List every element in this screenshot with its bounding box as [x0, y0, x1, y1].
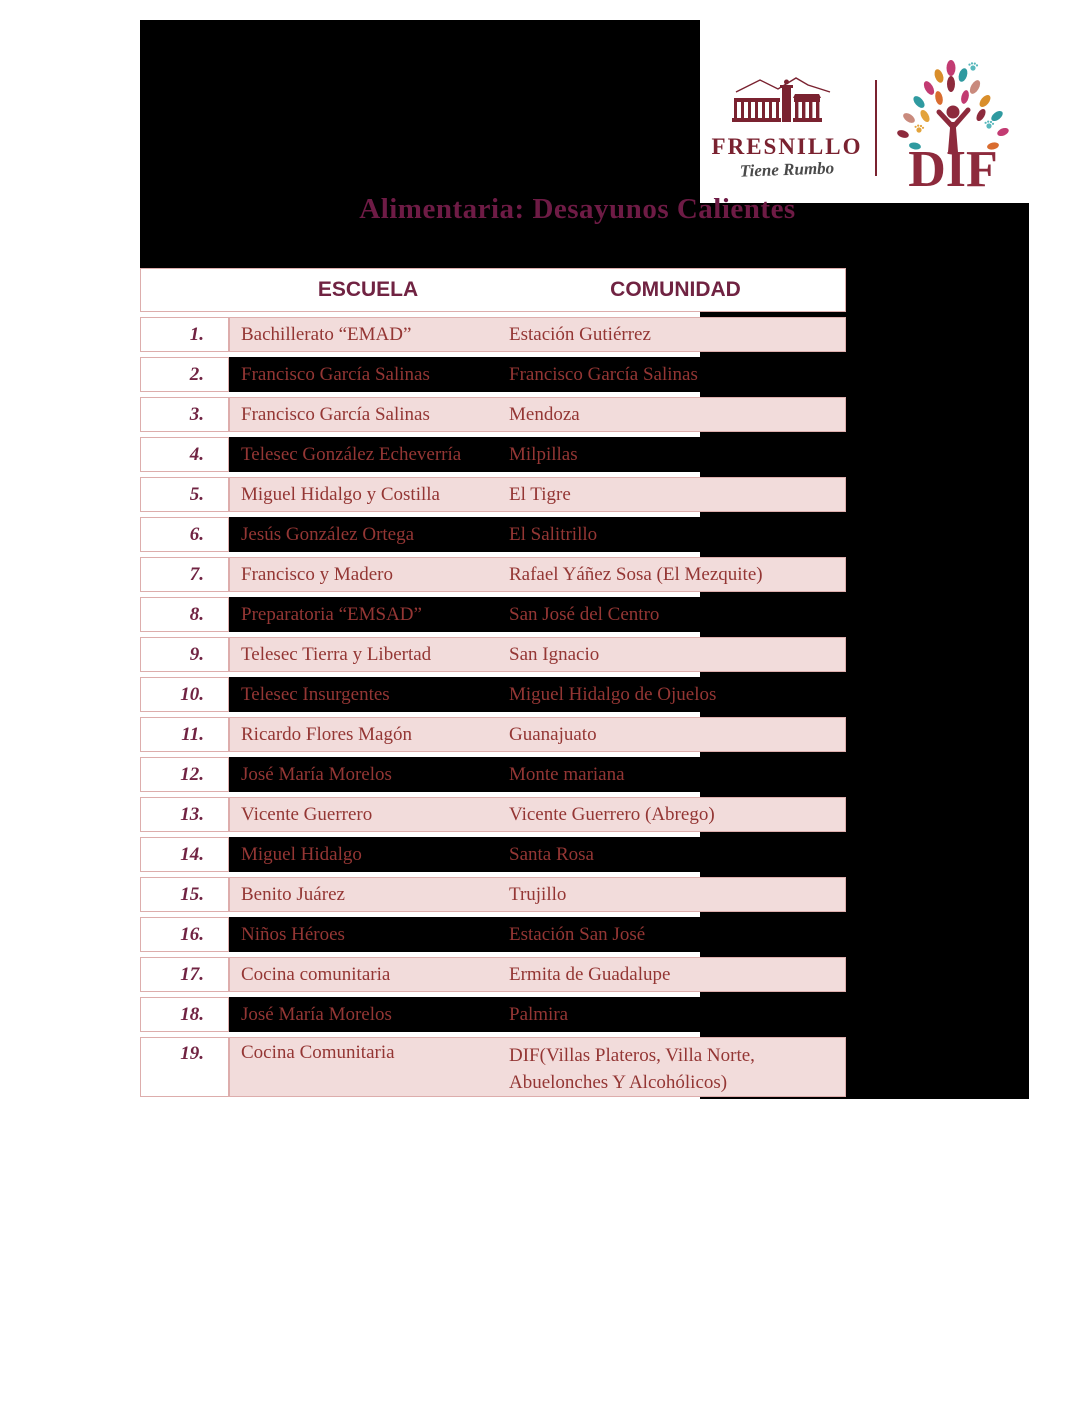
escuela-cell: Cocina Comunitaria — [241, 1042, 395, 1063]
row-content — [229, 1037, 846, 1097]
fresnillo-logo-name: FRESNILLO — [711, 134, 863, 159]
escuela-cell: Telesec Insurgentes — [241, 683, 390, 705]
comunidad-cell: San José del Centro — [509, 603, 660, 625]
escuela-cell: Vicente Guerrero — [241, 803, 373, 825]
page-title: Alimentaria: Desayunos Calientes — [359, 193, 796, 225]
table-row — [140, 877, 846, 912]
row-content — [229, 797, 846, 832]
table-row — [140, 677, 846, 712]
row-content — [229, 917, 846, 952]
table-row — [140, 957, 846, 992]
schools-table — [140, 268, 846, 1102]
fresnillo-building-icon — [722, 76, 852, 128]
dif-logo — [889, 60, 1017, 196]
row-content — [229, 997, 846, 1032]
table-body — [140, 317, 846, 1097]
row-content — [229, 837, 846, 872]
comunidad-cell: Guanajuato — [509, 723, 597, 745]
comunidad-cell: Francisco García Salinas — [509, 363, 698, 385]
table-row — [140, 637, 846, 672]
row-number: 11. — [140, 717, 229, 752]
comunidad-cell: El Salitrillo — [509, 523, 598, 545]
row-content — [229, 557, 846, 592]
table-row — [140, 397, 846, 432]
comunidad-cell: Vicente Guerrero (Abrego) — [509, 803, 715, 825]
escuela-cell: Miguel Hidalgo y Costilla — [241, 483, 440, 505]
comunidad-cell: Miguel Hidalgo de Ojuelos — [509, 683, 717, 705]
table-row — [140, 797, 846, 832]
logo-strip — [706, 58, 1022, 198]
row-number: 10. — [140, 677, 229, 712]
table-row — [140, 917, 846, 952]
row-content — [229, 877, 846, 912]
comunidad-cell: Mendoza — [509, 403, 580, 425]
row-number: 17. — [140, 957, 229, 992]
escuela-cell: José María Morelos — [241, 763, 392, 785]
table-row — [140, 357, 846, 392]
comunidad-cell: Monte mariana — [509, 763, 625, 785]
row-number: 3. — [140, 397, 229, 432]
row-number: 8. — [140, 597, 229, 632]
table-row — [140, 837, 846, 872]
row-number: 18. — [140, 997, 229, 1032]
escuela-cell: Bachillerato “EMAD” — [241, 323, 412, 345]
table-row — [140, 757, 846, 792]
row-number: 19. — [140, 1037, 229, 1097]
row-number: 1. — [140, 317, 229, 352]
table-row — [140, 437, 846, 472]
row-number: 14. — [140, 837, 229, 872]
comunidad-cell: Santa Rosa — [509, 843, 594, 865]
row-content — [229, 757, 846, 792]
comunidad-cell: Estación Gutiérrez — [509, 323, 651, 345]
table-row — [140, 997, 846, 1032]
row-number: 9. — [140, 637, 229, 672]
row-content — [229, 957, 846, 992]
escuela-cell: Cocina comunitaria — [241, 963, 391, 985]
row-content — [229, 517, 846, 552]
escuela-cell: Telesec Tierra y Libertad — [241, 643, 432, 665]
row-content — [229, 397, 846, 432]
comunidad-cell: DIF(Villas Plateros, Villa Norte, Abuelonches Y Alcohólicos) — [509, 1045, 755, 1093]
table-row — [140, 517, 846, 552]
row-content — [229, 637, 846, 672]
header-black-panel — [140, 20, 700, 268]
escuela-cell: Benito Juárez — [241, 883, 345, 905]
fresnillo-logo-tagline: Tiene Rumbo — [739, 158, 835, 181]
escuela-cell: Telesec González Echeverría — [241, 443, 462, 465]
comunidad-cell: Estación San José — [509, 923, 646, 945]
table-row — [140, 717, 846, 752]
escuela-cell: Jesús González Ortega — [241, 523, 415, 545]
escuela-cell: Francisco García Salinas — [241, 363, 430, 385]
row-number: 15. — [140, 877, 229, 912]
row-content — [229, 437, 846, 472]
row-content — [229, 357, 846, 392]
logo-divider — [875, 80, 877, 176]
row-number: 4. — [140, 437, 229, 472]
escuela-cell: Preparatoria “EMSAD” — [241, 603, 422, 625]
row-content — [229, 677, 846, 712]
row-number: 2. — [140, 357, 229, 392]
escuela-cell: José María Morelos — [241, 1003, 392, 1025]
row-number: 6. — [140, 517, 229, 552]
table-row — [140, 1037, 846, 1097]
row-number: 5. — [140, 477, 229, 512]
escuela-cell: Miguel Hidalgo — [241, 843, 362, 865]
escuela-cell: Niños Héroes — [241, 923, 345, 945]
table-row — [140, 597, 846, 632]
table-row — [140, 317, 846, 352]
escuela-cell: Francisco y Madero — [241, 563, 393, 585]
escuela-cell: Ricardo Flores Magón — [241, 723, 412, 745]
comunidad-cell: Ermita de Guadalupe — [509, 963, 671, 985]
row-content — [229, 317, 846, 352]
row-content — [229, 597, 846, 632]
table-header-row — [140, 268, 846, 312]
comunidad-cell: El Tigre — [509, 483, 571, 505]
row-number: 12. — [140, 757, 229, 792]
comunidad-cell: Milpillas — [509, 443, 578, 465]
comunidad-cell: Palmira — [509, 1003, 569, 1025]
dif-logo-text: DIF — [908, 141, 998, 196]
escuela-cell: Francisco García Salinas — [241, 403, 430, 425]
fresnillo-logo — [711, 76, 863, 180]
column-header-comunidad: COMUNIDAD — [610, 278, 741, 301]
row-number: 13. — [140, 797, 229, 832]
row-number: 16. — [140, 917, 229, 952]
comunidad-cell: Trujillo — [509, 883, 567, 905]
column-header-escuela: ESCUELA — [317, 278, 419, 301]
row-content — [229, 477, 846, 512]
comunidad-cell: San Ignacio — [509, 643, 600, 665]
comunidad-cell: Rafael Yáñez Sosa (El Mezquite) — [509, 563, 763, 585]
row-number: 7. — [140, 557, 229, 592]
table-row — [140, 557, 846, 592]
row-content — [229, 717, 846, 752]
table-row — [140, 477, 846, 512]
